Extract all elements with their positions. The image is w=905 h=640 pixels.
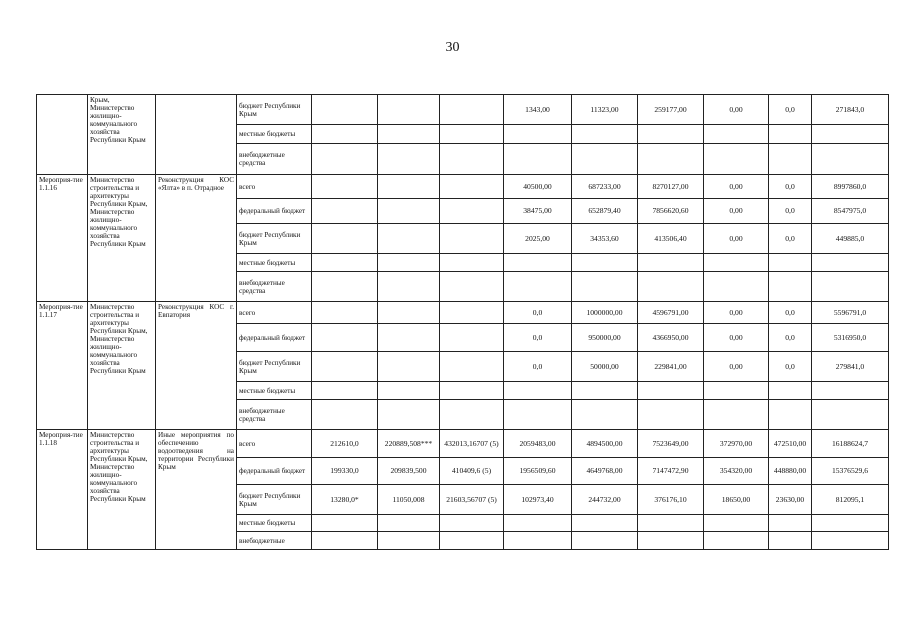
amount-cell: [812, 144, 889, 175]
measure-cell: Мероприя-тие 1.1.17: [37, 302, 88, 430]
amount-cell: [440, 324, 504, 352]
amount-cell: 0,00: [704, 95, 769, 125]
funding-source-cell: всего: [237, 302, 312, 324]
amount-cell: [440, 125, 504, 144]
amount-cell: [378, 175, 440, 199]
description-cell: Реконструкция КОС «Ялта» в п. Отрадное: [156, 175, 237, 302]
amount-cell: [312, 125, 378, 144]
amount-cell: 2025,00: [504, 224, 572, 254]
amount-cell: 34353,60: [572, 224, 638, 254]
amount-cell: 38475,00: [504, 199, 572, 224]
amount-cell: [378, 95, 440, 125]
amount-cell: 0,0: [769, 352, 812, 382]
amount-cell: [440, 224, 504, 254]
amount-cell: 0,0: [769, 95, 812, 125]
amount-cell: [440, 272, 504, 302]
amount-cell: [638, 125, 704, 144]
amount-cell: [638, 382, 704, 400]
amount-cell: [704, 144, 769, 175]
amount-cell: 0,0: [769, 302, 812, 324]
amount-cell: 472510,00: [769, 430, 812, 458]
amount-cell: [378, 125, 440, 144]
amount-cell: 50000,00: [572, 352, 638, 382]
amount-cell: 1000000,00: [572, 302, 638, 324]
amount-cell: 4366950,00: [638, 324, 704, 352]
funding-source-cell: местные бюджеты: [237, 125, 312, 144]
amount-cell: 220889,508***: [378, 430, 440, 458]
amount-cell: [638, 144, 704, 175]
amount-cell: 18650,00: [704, 485, 769, 515]
amount-cell: [378, 144, 440, 175]
amount-cell: [504, 144, 572, 175]
amount-cell: [312, 532, 378, 550]
funding-source-cell: федеральный бюджет: [237, 199, 312, 224]
amount-cell: [312, 272, 378, 302]
amount-cell: 23630,00: [769, 485, 812, 515]
amount-cell: [638, 532, 704, 550]
amount-cell: [440, 144, 504, 175]
funding-source-cell: всего: [237, 430, 312, 458]
amount-cell: 4649768,00: [572, 458, 638, 485]
amount-cell: [572, 382, 638, 400]
funding-source-cell: местные бюджеты: [237, 254, 312, 272]
amount-cell: [440, 254, 504, 272]
amount-cell: [312, 382, 378, 400]
amount-cell: [504, 515, 572, 532]
amount-cell: [638, 272, 704, 302]
amount-cell: [572, 532, 638, 550]
amount-cell: 376176,10: [638, 485, 704, 515]
amount-cell: 7523649,00: [638, 430, 704, 458]
amount-cell: [440, 199, 504, 224]
amount-cell: 4596791,00: [638, 302, 704, 324]
table-row: [37, 302, 889, 324]
amount-cell: 7856620,60: [638, 199, 704, 224]
amount-cell: [440, 302, 504, 324]
amount-cell: 812095,1: [812, 485, 889, 515]
amount-cell: [704, 515, 769, 532]
amount-cell: [312, 175, 378, 199]
amount-cell: 15376529,6: [812, 458, 889, 485]
funding-source-cell: бюджет Республики Крым: [237, 95, 312, 125]
amount-cell: [378, 272, 440, 302]
amount-cell: 0,0: [769, 224, 812, 254]
amount-cell: [312, 199, 378, 224]
amount-cell: [440, 382, 504, 400]
amount-cell: 1343,00: [504, 95, 572, 125]
amount-cell: [812, 382, 889, 400]
amount-cell: [704, 400, 769, 430]
amount-cell: [312, 400, 378, 430]
amount-cell: [312, 224, 378, 254]
funding-source-cell: федеральный бюджет: [237, 324, 312, 352]
amount-cell: [312, 95, 378, 125]
amount-cell: 1956509,60: [504, 458, 572, 485]
amount-cell: [769, 515, 812, 532]
amount-cell: 21603,56707 (5): [440, 485, 504, 515]
amount-cell: [638, 515, 704, 532]
amount-cell: 212610,0: [312, 430, 378, 458]
amount-cell: [812, 532, 889, 550]
amount-cell: [572, 125, 638, 144]
amount-cell: [312, 324, 378, 352]
amount-cell: 413506,40: [638, 224, 704, 254]
amount-cell: 449885,0: [812, 224, 889, 254]
amount-cell: 229841,00: [638, 352, 704, 382]
funding-source-cell: внебюджетные: [237, 532, 312, 550]
amount-cell: 102973,40: [504, 485, 572, 515]
amount-cell: 199330,0: [312, 458, 378, 485]
amount-cell: 652879,40: [572, 199, 638, 224]
amount-cell: [812, 272, 889, 302]
amount-cell: [769, 125, 812, 144]
amount-cell: 0,0: [504, 352, 572, 382]
amount-cell: [378, 302, 440, 324]
amount-cell: [378, 199, 440, 224]
amount-cell: [704, 382, 769, 400]
description-cell: Иные мероприятия по обеспечению водоотведения на территории Республики Крым: [156, 430, 237, 550]
funding-source-cell: бюджет Республики Крым: [237, 485, 312, 515]
amount-cell: 13280,0*: [312, 485, 378, 515]
amount-cell: [572, 515, 638, 532]
amount-cell: [378, 400, 440, 430]
amount-cell: 16188624,7: [812, 430, 889, 458]
amount-cell: 8997860,0: [812, 175, 889, 199]
funding-source-cell: местные бюджеты: [237, 515, 312, 532]
amount-cell: 0,00: [704, 302, 769, 324]
table-row: [37, 175, 889, 199]
amount-cell: [440, 95, 504, 125]
amount-cell: 354320,00: [704, 458, 769, 485]
amount-cell: 0,0: [769, 199, 812, 224]
amount-cell: [504, 254, 572, 272]
amount-cell: 271843,0: [812, 95, 889, 125]
amount-cell: 0,00: [704, 224, 769, 254]
amount-cell: 2059483,00: [504, 430, 572, 458]
amount-cell: [504, 532, 572, 550]
amount-cell: [704, 254, 769, 272]
amount-cell: 11323,00: [572, 95, 638, 125]
amount-cell: [378, 324, 440, 352]
funding-source-cell: внебюджетные средства: [237, 144, 312, 175]
amount-cell: [378, 532, 440, 550]
funding-source-cell: внебюджетные средства: [237, 272, 312, 302]
amount-cell: [812, 125, 889, 144]
amount-cell: [312, 515, 378, 532]
funding-source-cell: всего: [237, 175, 312, 199]
amount-cell: [440, 175, 504, 199]
amount-cell: [312, 254, 378, 272]
funding-source-cell: бюджет Республики Крым: [237, 352, 312, 382]
amount-cell: [572, 272, 638, 302]
amount-cell: [312, 302, 378, 324]
amount-cell: 432013,16707 (5): [440, 430, 504, 458]
amount-cell: 0,00: [704, 352, 769, 382]
amount-cell: 244732,00: [572, 485, 638, 515]
funding-source-cell: местные бюджеты: [237, 382, 312, 400]
amount-cell: 279841,0: [812, 352, 889, 382]
amount-cell: 0,00: [704, 199, 769, 224]
executor-cell: Министерство строительства и архитектуры Республики Крым, Министерство жилищно-коммунального хозяйства Республики Крым: [88, 175, 156, 302]
amount-cell: 0,0: [769, 175, 812, 199]
table-row: [37, 95, 889, 125]
amount-cell: [812, 254, 889, 272]
amount-cell: [769, 532, 812, 550]
amount-cell: 209839,500: [378, 458, 440, 485]
amount-cell: 410409,6 (5): [440, 458, 504, 485]
amount-cell: [312, 144, 378, 175]
amount-cell: 5596791,0: [812, 302, 889, 324]
executor-cell: Министерство строительства и архитектуры Республики Крым, Министерство жилищно-коммунального хозяйства Республики Крым: [88, 302, 156, 430]
amount-cell: [440, 400, 504, 430]
executor-cell: Крым, Министерство жилищно-коммунального хозяйства Республики Крым: [88, 95, 156, 175]
amount-cell: 372970,00: [704, 430, 769, 458]
amount-cell: 11050,008: [378, 485, 440, 515]
amount-cell: 8547975,0: [812, 199, 889, 224]
amount-cell: 0,00: [704, 324, 769, 352]
amount-cell: [769, 382, 812, 400]
budget-table: [36, 94, 889, 550]
amount-cell: 0,00: [704, 175, 769, 199]
amount-cell: 4894500,00: [572, 430, 638, 458]
measure-cell: Мероприя-тие 1.1.16: [37, 175, 88, 302]
amount-cell: 259177,00: [638, 95, 704, 125]
amount-cell: [704, 125, 769, 144]
amount-cell: [440, 515, 504, 532]
amount-cell: [440, 532, 504, 550]
amount-cell: 0,0: [504, 302, 572, 324]
amount-cell: [769, 272, 812, 302]
description-cell: Реконструкция КОС г. Евпатория: [156, 302, 237, 430]
executor-cell: Министерство строительства и архитектуры Республики Крым, Министерство жилищно-коммунального хозяйства Республики Крым: [88, 430, 156, 550]
amount-cell: [378, 515, 440, 532]
amount-cell: [312, 352, 378, 382]
amount-cell: [769, 144, 812, 175]
amount-cell: [440, 352, 504, 382]
funding-source-cell: федеральный бюджет: [237, 458, 312, 485]
amount-cell: [572, 400, 638, 430]
amount-cell: 448880,00: [769, 458, 812, 485]
amount-cell: [504, 125, 572, 144]
amount-cell: [704, 532, 769, 550]
amount-cell: 0,0: [504, 324, 572, 352]
funding-source-cell: бюджет Республики Крым: [237, 224, 312, 254]
page-number: 30: [445, 40, 460, 55]
amount-cell: [638, 400, 704, 430]
amount-cell: 40500,00: [504, 175, 572, 199]
amount-cell: 687233,00: [572, 175, 638, 199]
amount-cell: [378, 382, 440, 400]
amount-cell: [769, 400, 812, 430]
amount-cell: [378, 254, 440, 272]
amount-cell: [572, 144, 638, 175]
amount-cell: [378, 352, 440, 382]
amount-cell: [504, 400, 572, 430]
amount-cell: 5316950,0: [812, 324, 889, 352]
amount-cell: 0,0: [769, 324, 812, 352]
amount-cell: [769, 254, 812, 272]
description-cell: [156, 95, 237, 175]
amount-cell: 7147472,90: [638, 458, 704, 485]
amount-cell: [812, 515, 889, 532]
amount-cell: 950000,00: [572, 324, 638, 352]
amount-cell: 8270127,00: [638, 175, 704, 199]
measure-cell: [37, 95, 88, 175]
table-row: [37, 430, 889, 458]
amount-cell: [812, 400, 889, 430]
funding-source-cell: внебюджетные средства: [237, 400, 312, 430]
amount-cell: [638, 254, 704, 272]
amount-cell: [572, 254, 638, 272]
amount-cell: [504, 382, 572, 400]
amount-cell: [378, 224, 440, 254]
amount-cell: [704, 272, 769, 302]
amount-cell: [504, 272, 572, 302]
measure-cell: Мероприя-тие 1.1.18: [37, 430, 88, 550]
